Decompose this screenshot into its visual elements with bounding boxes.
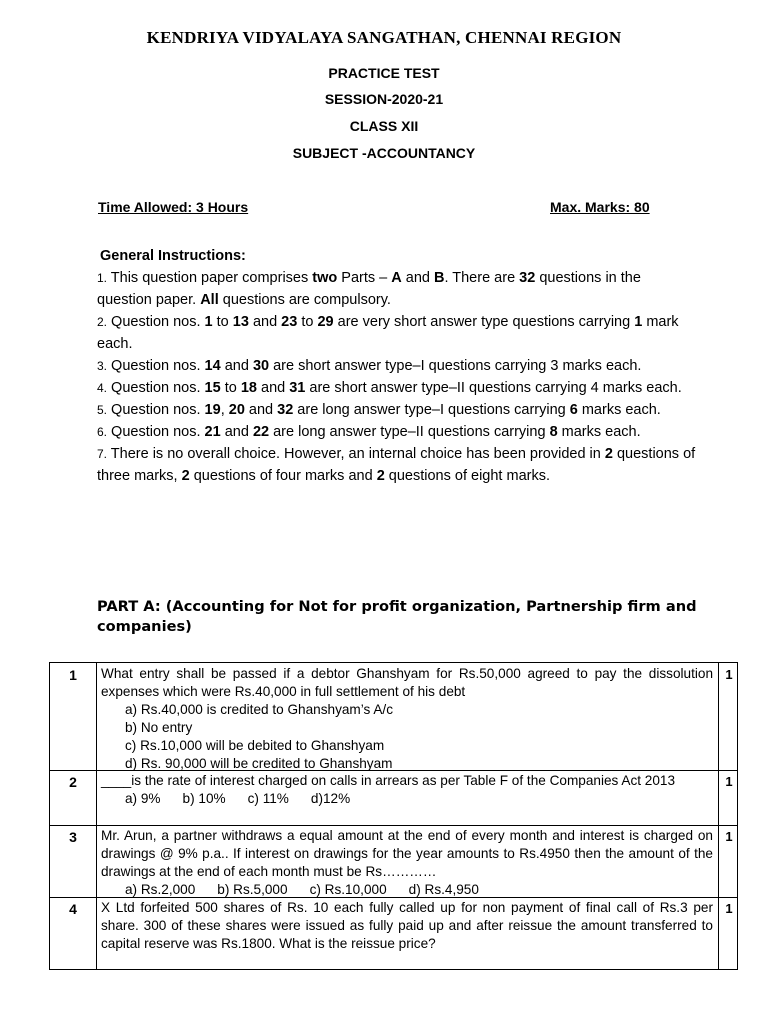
- test-title: PRACTICE TEST: [328, 65, 440, 81]
- subject-label: SUBJECT -ACCOUNTANCY: [292, 145, 476, 161]
- question-4: [101, 899, 713, 953]
- option-a: a) Rs.40,000 is credited to Ghanshyam’s A/c: [125, 702, 393, 717]
- row-divider: [50, 825, 737, 826]
- option-c: c) Rs.10,000 will be debited to Ghanshyam: [125, 738, 385, 753]
- question-number: 3: [69, 829, 77, 845]
- question-marks: 1: [725, 901, 733, 916]
- part-a-heading: PART A: (Accounting for Not for profit organization, Partnership firm and companies): [97, 598, 697, 635]
- organization-title: KENDRIYA VIDYALAYA SANGATHAN, CHENNAI REGION: [146, 28, 622, 47]
- question-marks: 1: [725, 667, 733, 682]
- option-row: [101, 790, 713, 808]
- question-marks: 1: [725, 829, 733, 844]
- session-label: SESSION-2020-21: [324, 91, 444, 107]
- question-1: [101, 665, 713, 773]
- option-b: b) 10%: [182, 791, 226, 806]
- option-d: d) Rs. 90,000 will be credited to Ghanshyam: [125, 756, 393, 771]
- option-c: c) Rs.10,000: [309, 882, 387, 897]
- instruction-7: 7. There is no overall choice. However, an internal choice has been provided in 2 questions of three marks, 2 questions of four marks and 2 questions of eight marks.: [97, 446, 696, 484]
- option-a: a) Rs.2,000: [125, 882, 196, 897]
- question-text: Mr. Arun, a partner withdraws a equal amount at the end of every month and interest is charged on drawings @ 9% p.a.. If interest on drawings for the year amounts to Rs.4950 then the amount of the drawings at the end of each month must be Rs…………: [101, 828, 713, 879]
- question-number: 4: [69, 901, 77, 917]
- option-c: c) 11%: [247, 791, 289, 806]
- question-marks: 1: [725, 774, 733, 789]
- instruction-1: 1. This question paper comprises two Parts – A and B. There are 32 questions in the question paper. All questions are compulsory.: [97, 270, 641, 308]
- time-allowed: Time Allowed: 3 Hours: [98, 199, 249, 215]
- option-a: a) 9%: [125, 791, 161, 806]
- option-b: b) No entry: [125, 720, 193, 735]
- question-number: 2: [69, 774, 77, 790]
- question-3: [101, 827, 713, 899]
- instruction-4: 4. Question nos. 15 to 18 and 31 are short answer type–II questions carrying 4 marks each.: [97, 380, 682, 396]
- question-text: ____is the rate of interest charged on calls in arrears as per Table F of the Companies Act 2013: [101, 773, 676, 788]
- class-label: CLASS XII: [349, 118, 419, 134]
- option-d: d) Rs.4,950: [408, 882, 479, 897]
- question-number: 1: [69, 667, 77, 683]
- column-divider: [96, 663, 97, 969]
- question-text: What entry shall be passed if a debtor Ghanshyam for Rs.50,000 agreed to pay the dissolution expenses which were Rs.40,000 in full settlement of his debt: [101, 666, 713, 699]
- option-b: b) Rs.5,000: [217, 882, 288, 897]
- max-marks: Max. Marks: 80: [550, 199, 650, 215]
- instruction-3: 3. Question nos. 14 and 30 are short answer type–I questions carrying 3 marks each.: [97, 358, 642, 374]
- instruction-2: 2. Question nos. 1 to 13 and 23 to 29 are very short answer type questions carrying 1 mark each.: [97, 314, 679, 352]
- instruction-5: 5. Question nos. 19, 20 and 32 are long answer type–I questions carrying 6 marks each.: [97, 402, 661, 418]
- question-table: [49, 662, 738, 970]
- question-text: X Ltd forfeited 500 shares of Rs. 10 each fully called up for non payment of final call of Rs.3 per share. 300 of these shares were issued as fully paid up and after reissue the amount transferred to capital reserve was Rs.1800. What is the reissue price?: [101, 900, 713, 951]
- option-row: [101, 881, 713, 899]
- general-instructions: [97, 245, 697, 487]
- question-2: [101, 772, 713, 808]
- column-divider: [718, 663, 719, 969]
- instruction-6: 6. Question nos. 21 and 22 are long answer type–II questions carrying 8 marks each.: [97, 424, 641, 440]
- instructions-heading: General Instructions:: [100, 248, 246, 264]
- option-d: d)12%: [310, 791, 351, 806]
